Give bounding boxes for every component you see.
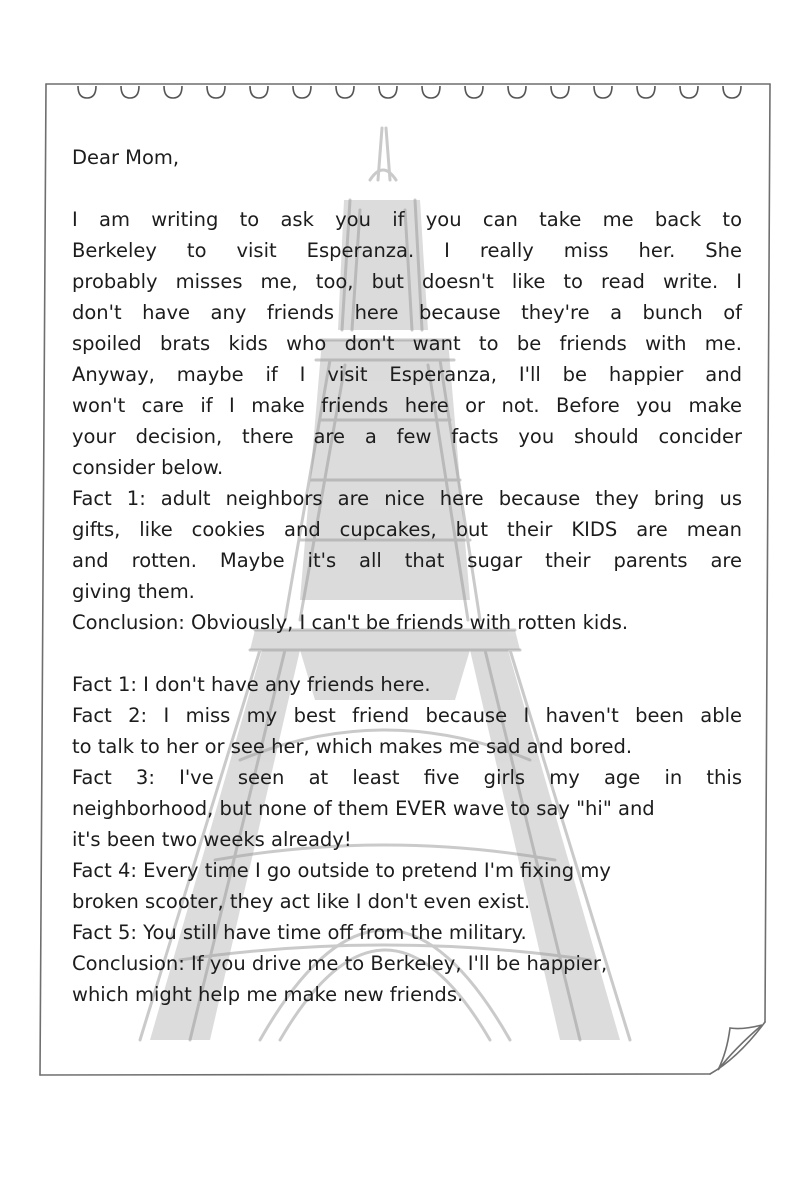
- fact-line: Fact 2: I miss my best friend because I haven't been able: [72, 704, 742, 727]
- paragraph-line: spoiled brats kids who don't want to be friends with me.: [72, 332, 742, 355]
- fact-line: broken scooter, they act like I don't even exist.: [72, 890, 531, 913]
- conclusion-line: Conclusion: If you drive me to Berkeley, I'll be happier,: [72, 952, 608, 975]
- fact-line: Fact 5: You still have time off from the military.: [72, 921, 527, 944]
- fact-line: it's been two weeks already!: [72, 828, 352, 851]
- conclusion-line: Conclusion: Obviously, I can't be friends with rotten kids.: [72, 611, 629, 634]
- fact-line: Fact 3: I've seen at least five girls my age in this: [72, 766, 742, 789]
- conclusion-line: which might help me make new friends.: [72, 983, 464, 1006]
- paragraph-line: your decision, there are a few facts you should concider: [72, 425, 742, 448]
- paragraph-line: don't have any friends here because they're a bunch of: [72, 301, 742, 324]
- fact-line: and rotten. Maybe it's all that sugar their parents are: [72, 549, 742, 572]
- paragraph-line: consider below.: [72, 456, 224, 479]
- paragraph-line: won't care if I make friends here or not. Before you make: [72, 394, 742, 417]
- greeting: Dear Mom,: [72, 146, 180, 169]
- paragraph-line: I am writing to ask you if you can take me back to: [72, 208, 742, 231]
- fact-line: to talk to her or see her, which makes me sad and bored.: [72, 735, 633, 758]
- fact-line: Fact 1: adult neighbors are nice here because they bring us: [72, 487, 742, 510]
- fact-line: Fact 4: Every time I go outside to pretend I'm fixing my: [72, 859, 611, 882]
- fact-line: neighborhood, but none of them EVER wave to say "hi" and: [72, 797, 655, 820]
- fact-line: giving them.: [72, 580, 195, 603]
- fact-line: Fact 1: I don't have any friends here.: [72, 673, 431, 696]
- fact-line: gifts, like cookies and cupcakes, but their KIDS are mean: [72, 518, 742, 541]
- paragraph-line: probably misses me, too, but doesn't like to read write. I: [72, 270, 742, 293]
- paragraph-line: Anyway, maybe if I visit Esperanza, I'll be happier and: [72, 363, 742, 386]
- paragraph-line: Berkeley to visit Esperanza. I really miss her. She: [72, 239, 742, 262]
